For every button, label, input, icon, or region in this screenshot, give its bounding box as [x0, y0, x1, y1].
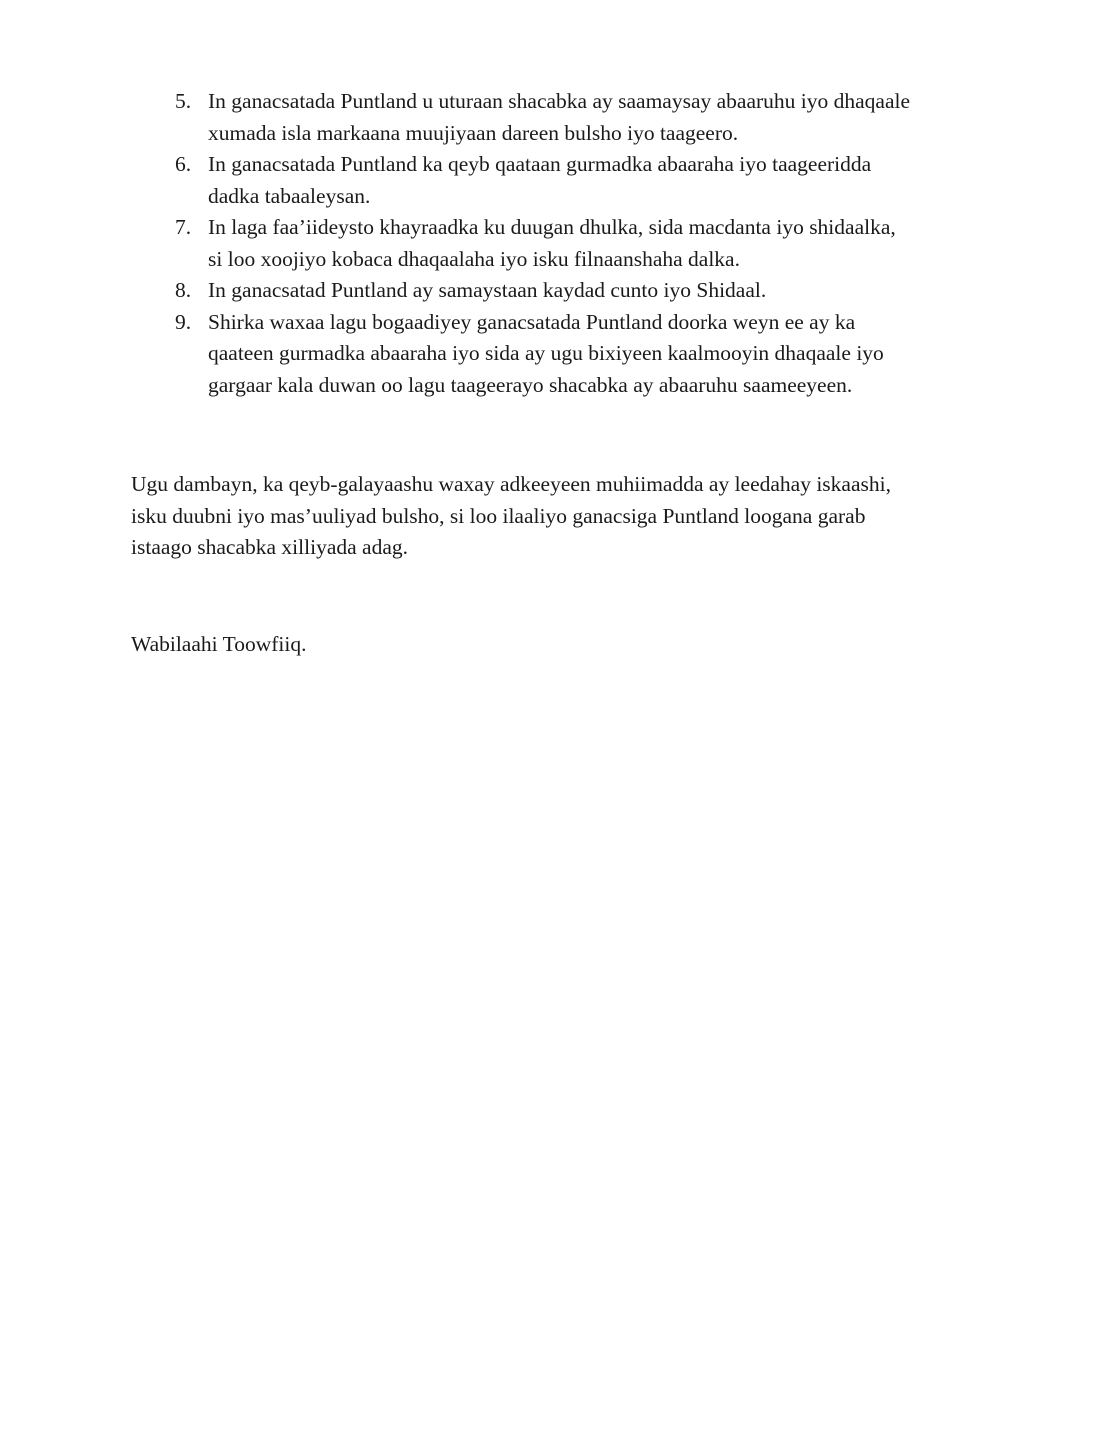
list-text-line: Shirka waxaa lagu bogaadiyey ganacsatada Puntland doorka weyn ee ay ka: [208, 309, 856, 334]
list-text-line: si loo xoojiyo kobaca dhaqaalaha iyo isku filnaanshaha dalka.: [208, 246, 740, 271]
list-text-line: In laga faa’iideysto khayraadka ku duugan dhulka, sida macdanta iyo shidaalka,: [208, 215, 896, 239]
list-item-9: [166, 307, 996, 402]
sign-off: Wabilaahi Toowfiiq.: [131, 632, 307, 656]
list-item-6: [166, 149, 996, 212]
list-number: 9.: [175, 309, 192, 334]
paragraph-line: istaago shacabka xilliyada adag.: [131, 535, 409, 559]
list-text-line: In ganacsatada Puntland ka qeyb qaataan gurmadka abaaraha iyo taageeridda: [208, 152, 872, 176]
list-item-7: [166, 212, 996, 275]
list-number: 6.: [175, 152, 192, 176]
list-item-5: [166, 86, 996, 149]
list-text-line: In ganacsatad Puntland ay samaystaan kaydad cunto iyo Shidaal.: [208, 278, 767, 302]
list-text-line: gargaar kala duwan oo lagu taageerayo shacabka ay abaaruhu saameeyeen.: [208, 372, 853, 397]
list-text-line: dadka tabaaleysan.: [208, 183, 371, 208]
list-number: 8.: [175, 278, 192, 302]
paragraph-line: Ugu dambayn, ka qeyb-galayaashu waxay adkeeyeen muhiimadda ay leedahay iskaashi,: [131, 472, 891, 496]
closing-paragraph: [131, 469, 1011, 564]
list-text-line: qaateen gurmadka abaaraha iyo sida ay ugu bixiyeen kaalmooyin dhaqaale iyo: [208, 341, 884, 365]
list-text-line: In ganacsatada Puntland u uturaan shacabka ay saamaysay abaaruhu iyo dhaqaale: [208, 89, 911, 113]
list-text-line: xumada isla markaana muujiyaan dareen bulsho iyo taageero.: [208, 120, 739, 145]
list-item-8: [166, 275, 996, 307]
list-number: 5.: [175, 89, 192, 113]
list-number: 7.: [175, 215, 192, 239]
paragraph-line: isku duubni iyo mas’uuliyad bulsho, si loo ilaaliyo ganacsiga Puntland loogana garab: [131, 503, 866, 528]
numbered-list: [166, 86, 996, 401]
